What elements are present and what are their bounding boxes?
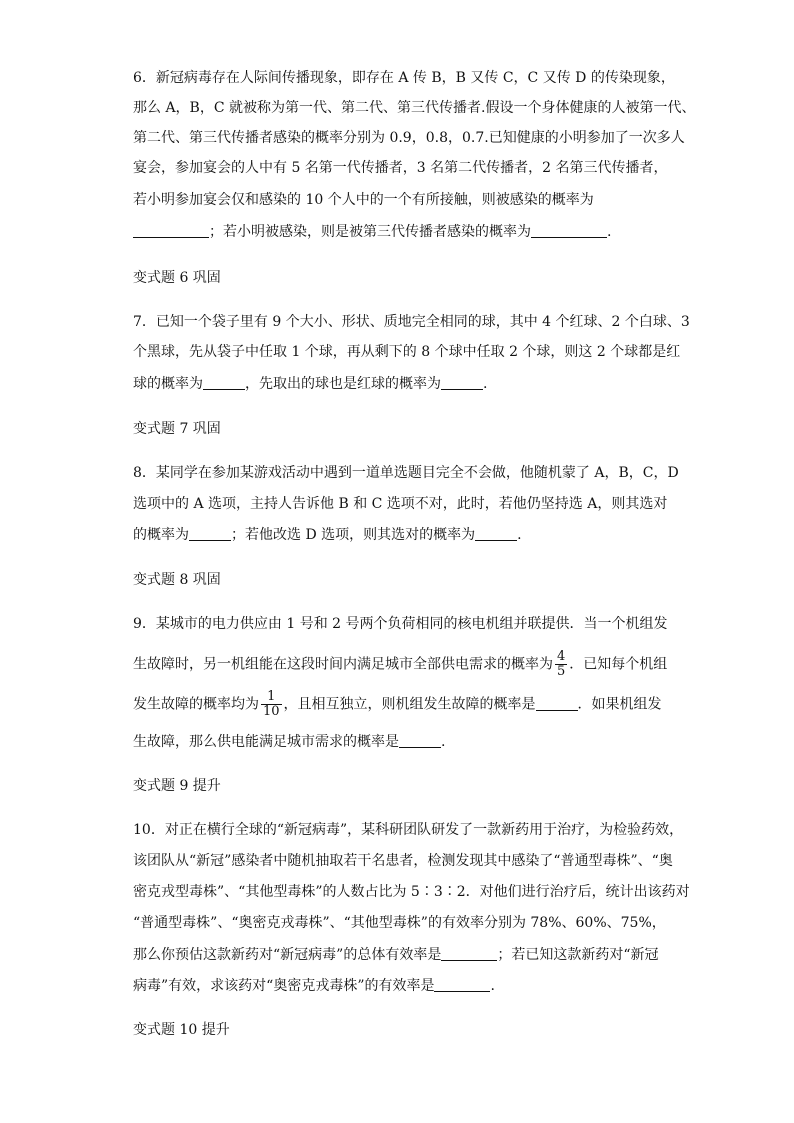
fraction-denominator: 5 <box>557 664 566 679</box>
q6-line-6 <box>133 222 611 242</box>
q8-line-3-text-a: 的概率为 <box>133 527 189 543</box>
q6-line-5: 若小明参加宴会仅和感染的 10 个人中的一个有所接触，则被感染的概率为 <box>133 192 594 208</box>
q9-line-3-text-a: 发生故障的概率均为 <box>133 696 259 713</box>
fraction-one-tenth <box>261 690 282 719</box>
q8-line-2: 选项中的 A 选项，主持人告诉他 B 和 C 选项不对，此时，若他仍坚持选 A，则其选对 <box>133 496 668 512</box>
q9-line-4 <box>133 732 445 752</box>
q10-line-5 <box>133 945 659 965</box>
q10-line-3: 密克戎型毒株”、“其他型毒株”的人数占比为 5∶3∶2．对他们进行治疗后，统计出该药对 <box>133 884 690 900</box>
q9-line-2-text-b: ．已知每个机组 <box>569 656 668 673</box>
q9-line-3-text-c: ．如果机组发 <box>577 696 662 713</box>
q10-line-2: 该团队从“新冠”感染者中随机抽取若干名患者，检测发现其中感染了“普通型毒株”、“奥 <box>133 853 673 869</box>
fraction-four-fifths <box>555 650 567 679</box>
q6-line-1: 6．新冠病毒存在人际间传播现象，即存在 A 传 B，B 又传 C，C 又传 D 的传染现象， <box>133 70 675 86</box>
answer-blank[interactable] <box>434 977 490 992</box>
q7-line-3 <box>133 374 487 394</box>
q6-line-4: 宴会，参加宴会的人中有 5 名第一代传播者，3 名第二代传播者，2 名第三代传播者， <box>133 160 668 176</box>
q6-line-6-end: . <box>607 224 612 240</box>
fraction-numerator: 4 <box>557 649 566 664</box>
answer-blank[interactable] <box>189 526 231 541</box>
fraction-denominator: 10 <box>263 704 280 719</box>
q9-line-1: 9．某城市的电力供应由 1 号和 2 号两个负荷相同的核电机组并联提供．当一个机组发 <box>133 616 668 632</box>
variant-label-8: 变式题 8 巩固 <box>133 572 221 588</box>
q6-line-2: 那么 A，B，C 就被称为第一代、第二代、第三代传播者.假设一个身体健康的人被第一代、 <box>133 100 696 116</box>
q7-line-3-text-b: ，先取出的球也是红球的概率为 <box>245 376 441 392</box>
q9-line-3-text-b: ，且相互独立，则机组发生故障的概率是 <box>283 696 536 713</box>
variant-label-7: 变式题 7 巩固 <box>133 421 221 437</box>
q6-line-6-text: ；若小明被感染，则是被第三代传播者感染的概率为 <box>209 224 531 240</box>
q7-line-3-text-a: 球的概率为 <box>133 376 203 392</box>
q10-line-4: “普通型毒株”、“奥密克戎毒株”、“其他型毒株”的有效率分别为 78%、60%、75%， <box>133 915 666 931</box>
q10-line-6-end: . <box>490 978 495 994</box>
variant-label-10: 变式题 10 提升 <box>133 1022 230 1038</box>
answer-blank[interactable] <box>203 375 245 390</box>
q10-line-5-text-a: 那么你预估这款新药对“新冠病毒”的总体有效率是 <box>133 947 442 963</box>
q8-line-3-text-b: ；若他改选 D 选项，则其选对的概率为 <box>231 527 476 543</box>
q9-line-4-end: . <box>441 734 446 750</box>
answer-blank[interactable] <box>531 223 607 238</box>
q10-line-6-text-a: 病毒”有效，求该药对“奥密克戎毒株”的有效率是 <box>133 978 435 994</box>
variant-label-9: 变式题 9 提升 <box>133 778 221 794</box>
q10-line-5-text-b: ；若已知这款新药对“新冠 <box>497 947 659 963</box>
q9-line-3 <box>133 690 662 719</box>
q7-line-3-end: . <box>483 376 488 392</box>
answer-blank[interactable] <box>133 223 209 238</box>
q7-line-1: 7．已知一个袋子里有 9 个大小、形状、质地完全相同的球，其中 4 个红球、2 个白球、3 <box>133 314 690 330</box>
answer-blank[interactable] <box>399 733 441 748</box>
answer-blank[interactable] <box>441 946 497 961</box>
answer-blank[interactable] <box>475 526 517 541</box>
answer-blank[interactable] <box>441 375 483 390</box>
q6-line-3: 第二代、第三代传播者感染的概率分别为 0.9，0.8，0.7.已知健康的小明参加了一次多人 <box>133 130 685 146</box>
fraction-numerator: 1 <box>261 690 282 705</box>
q10-line-1: 10．对正在横行全球的“新冠病毒”，某科研团队研发了一款新药用于治疗，为检验药效， <box>133 822 684 838</box>
q8-line-3-end: . <box>517 527 522 543</box>
q9-line-2 <box>133 650 667 679</box>
q8-line-3 <box>133 525 522 545</box>
q9-line-4-text-a: 生故障，那么供电能满足城市需求的概率是 <box>133 734 399 750</box>
q10-line-6 <box>133 976 495 996</box>
q7-line-2: 个黑球，先从袋子中任取 1 个球，再从剩下的 8 个球中任取 2 个球，则这 2 个球都是红 <box>133 344 681 360</box>
q9-line-2-text-a: 生故障时，另一机组能在这段时间内满足城市全部供电需求的概率为 <box>133 656 553 673</box>
q8-line-1: 8．某同学在参加某游戏活动中遇到一道单选题目完全不会做，他随机蒙了 A，B，C，D <box>133 465 679 481</box>
variant-label-6: 变式题 6 巩固 <box>133 270 221 286</box>
answer-blank[interactable] <box>536 696 578 711</box>
